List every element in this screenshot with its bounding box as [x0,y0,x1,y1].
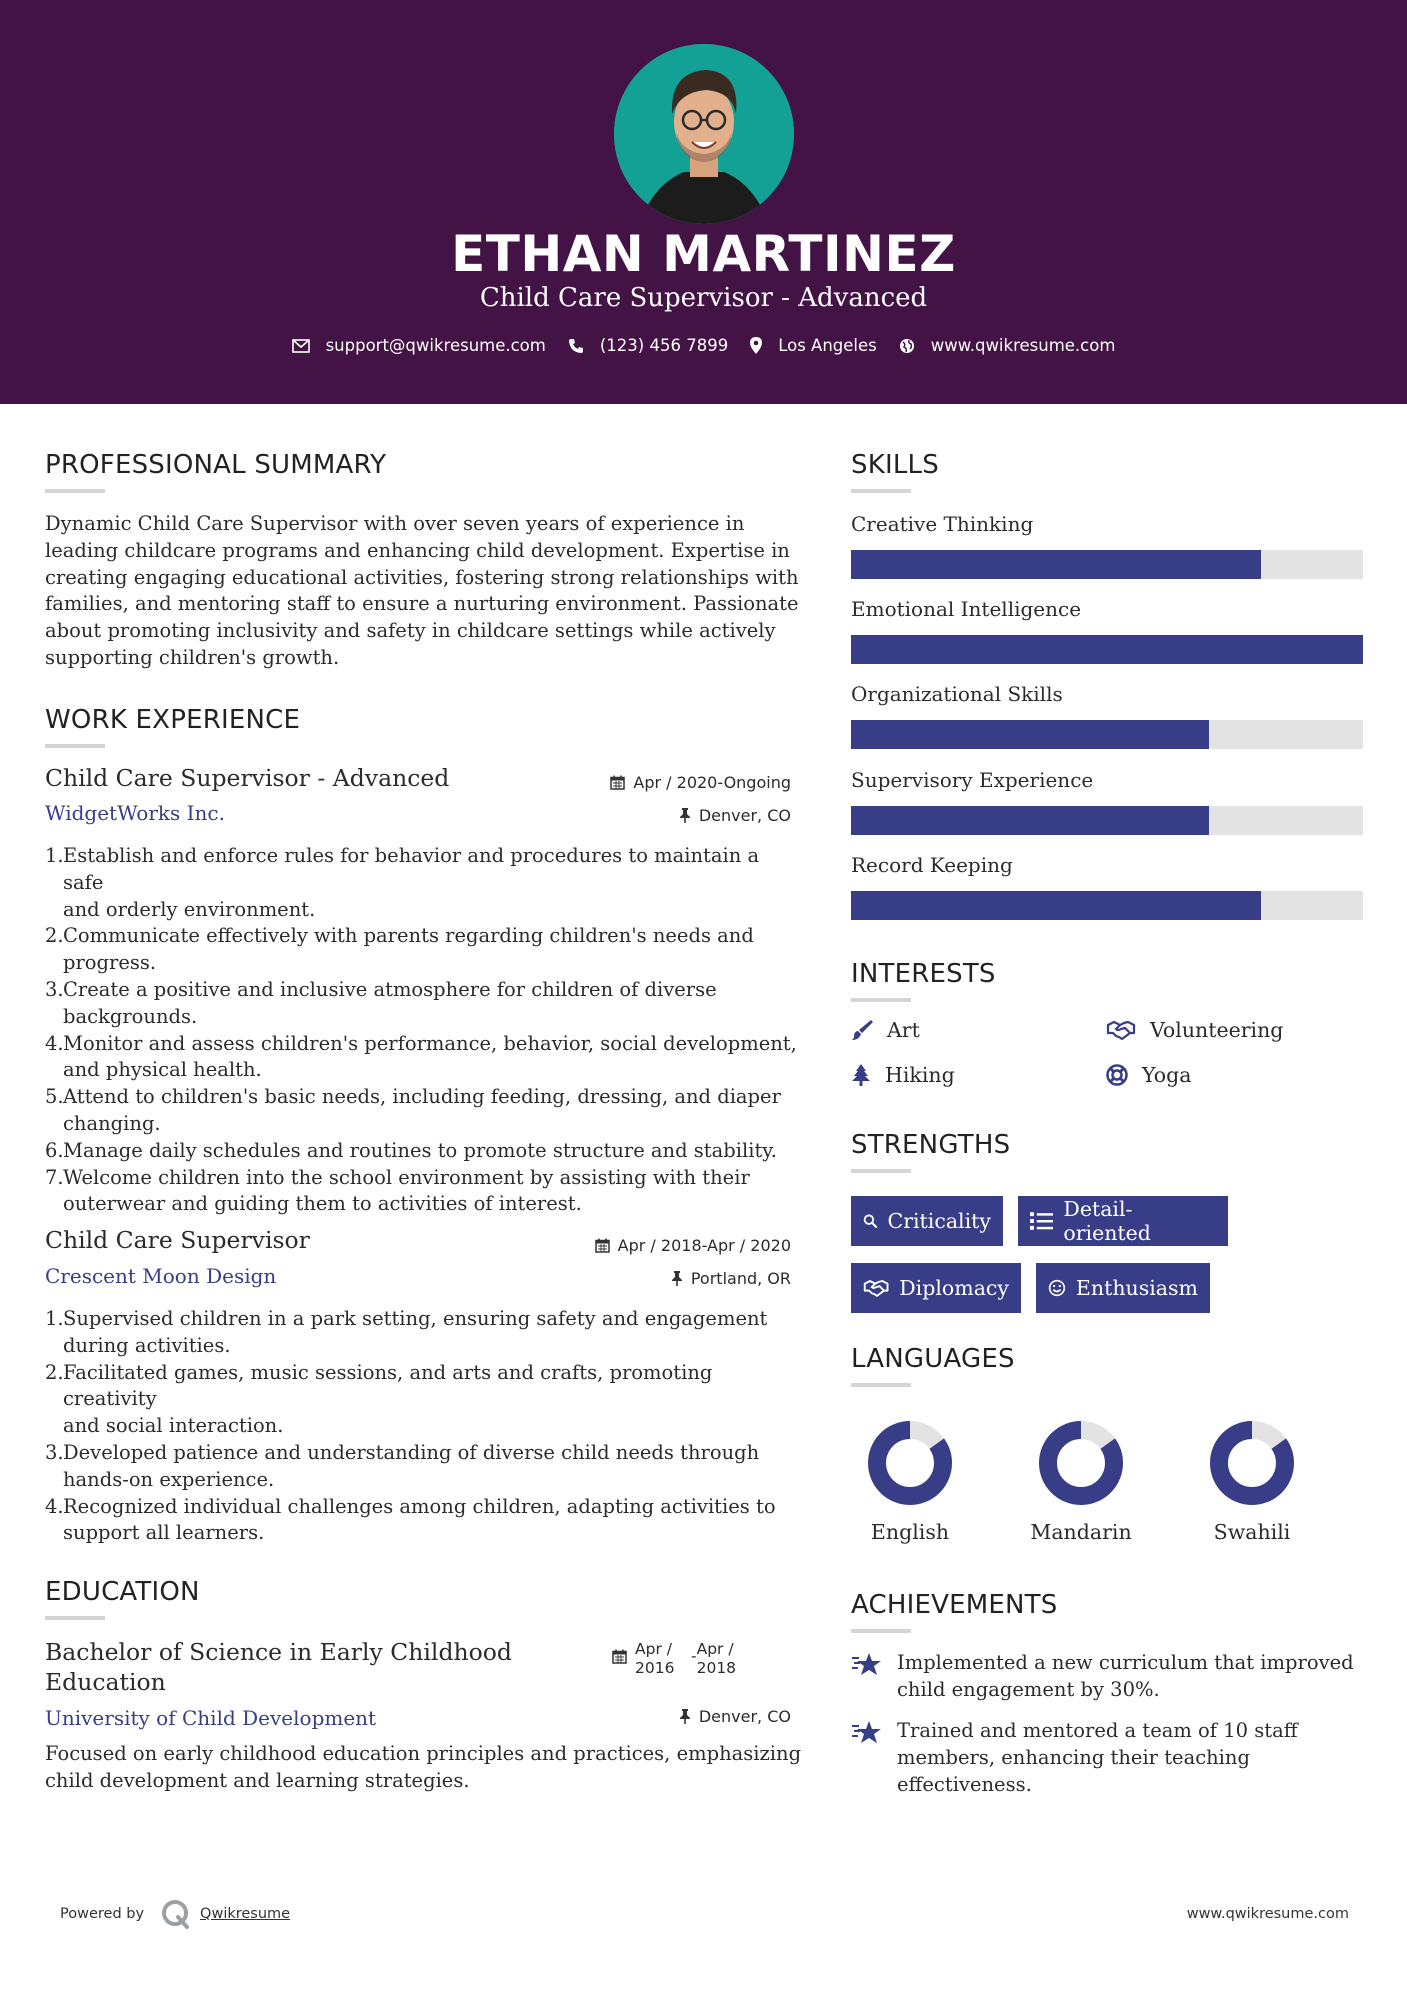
envelope-icon [292,339,310,353]
map-pin-icon [750,337,762,354]
qwikresume-link[interactable]: Qwikresume [200,1906,291,1922]
list-item [45,1084,805,1138]
strength-badge [1036,1263,1210,1313]
job-location-text: Denver, CO [698,806,791,825]
end-year: 2018 [696,1659,737,1677]
skills-underline [851,489,911,493]
summary-text [45,511,805,672]
pushpin-icon [679,1709,691,1724]
start-year: 2016 [635,1659,675,1677]
skill-label: Record Keeping [851,853,1013,877]
education-location [540,1707,791,1726]
school-name: University of Child Development [45,1706,377,1730]
skills-heading: SKILLS [851,450,939,480]
interests-heading: INTERESTS [851,959,996,989]
achievement-item [851,1650,1371,1704]
list-number: 7. [45,1165,64,1189]
strength-label: Enthusiasm [1075,1276,1198,1300]
calendar-icon [612,1649,627,1664]
paintbrush-icon [851,1019,873,1041]
candidate-role: Child Care Supervisor - Advanced [479,283,928,313]
list-number: 1. [45,844,64,867]
job-duties-list [45,843,805,1218]
end-month: Apr / [696,1640,734,1658]
education-dates [612,1640,736,1678]
achievement-line: effectiveness. [897,1772,1032,1796]
duty-line: Developed patience and understanding of diverse child needs through [63,1440,760,1464]
list-item [45,923,805,977]
list-icon [1030,1211,1053,1231]
duty-line: and physical health. [63,1058,262,1082]
language-name: English [870,1520,950,1544]
duty-line: Supervised children in a park setting, ensuring safety and engagement [63,1307,768,1330]
achievement-line: Trained and mentored a team of 10 staff [897,1719,1298,1742]
skill-bar-fill [851,635,1363,664]
job-title: Child Care Supervisor - Advanced [45,764,450,792]
company-name: WidgetWorks Inc. [45,801,225,825]
job-dates-text: Apr / 2018-Apr / 2020 [617,1236,791,1255]
start-month: Apr / [635,1640,672,1658]
duty-line: and orderly environment. [63,897,316,921]
list-item [45,1165,805,1219]
achievements-heading: ACHIEVEMENTS [851,1590,1058,1620]
language-item [1187,1420,1317,1544]
languages-heading: LANGUAGES [851,1344,1015,1374]
list-item [45,1306,805,1360]
strength-badge [851,1263,1021,1313]
job-location [540,806,791,825]
education-underline [45,1616,105,1620]
skill-bar-fill [851,720,1209,749]
interest-item [1106,1063,1191,1087]
list-item [45,1360,805,1440]
language-name: Mandarin [1030,1520,1132,1544]
achievement-line: members, enhancing their teaching [897,1745,1250,1769]
contact-location-text: Los Angeles [778,336,877,355]
duty-line: Monitor and assess children's performance, behavior, social development, [63,1031,797,1055]
interest-label: Hiking [885,1063,955,1087]
job-dates-text: Apr / 2020-Ongoing [633,773,791,792]
list-number: 1. [45,1307,64,1330]
languages-underline [851,1383,911,1387]
education-desc-line: Focused on early childhood education principles and practices, emphasizing [45,1742,802,1765]
star-icon [851,1652,883,1676]
duty-line: Communicate effectively with parents regarding children's needs and [63,924,754,948]
strength-label: Diplomacy [899,1276,1009,1300]
duty-line: during activities. [63,1333,231,1357]
job-location [540,1269,791,1288]
summary-line: supporting children's growth. [45,645,340,669]
contact-email-text: support@qwikresume.com [325,336,546,355]
tree-icon [851,1064,871,1086]
skill-bar-fill [851,806,1209,835]
contact-location [750,336,877,355]
language-item [845,1420,975,1544]
list-number: 5. [45,1085,64,1109]
language-donut-chart [1038,1420,1124,1506]
calendar-icon [595,1238,610,1253]
strength-label: Criticality [887,1209,991,1233]
strengths-underline [851,1169,911,1173]
duty-line: Manage daily schedules and routines to promote structure and stability. [63,1138,777,1162]
strength-badge [851,1196,1003,1246]
experience-heading: WORK EXPERIENCE [45,705,301,735]
skill-bar-track [851,720,1363,749]
interest-item [851,1063,955,1087]
strengths-heading: STRENGTHS [851,1130,1011,1160]
strength-label: Detail-oriented [1063,1197,1151,1245]
summary-heading: PROFESSIONAL SUMMARY [45,450,387,480]
summary-underline [45,489,105,493]
person-avatar-icon [614,44,794,224]
job-dates [540,1236,791,1255]
experience-underline [45,744,105,748]
pushpin-icon [679,808,691,823]
list-number: 2. [45,1360,64,1384]
degree-title [45,1637,512,1697]
duty-line: Establish and enforce rules for behavior and procedures to maintain a safe [63,844,760,894]
duty-line: support all learners. [63,1521,265,1545]
education-location-text: Denver, CO [698,1707,791,1726]
skill-bar-track [851,635,1363,664]
duty-line: progress. [63,951,157,975]
footer-powered-by [60,1897,290,1931]
duty-line: Welcome children into the school environment by assisting with their [63,1165,750,1189]
summary-line: families, and mentoring staff to ensure a nurturing environment. Passionate [45,592,799,616]
duty-line: changing. [63,1111,161,1135]
contact-phone-text: (123) 456 7899 [599,336,729,355]
footer-website-link[interactable]: www.qwikresume.com [1186,1906,1349,1922]
list-item [45,1031,805,1085]
summary-line: creating engaging educational activities, fostering strong relationships with [45,565,799,589]
interest-label: Volunteering [1150,1018,1284,1042]
skill-bar-track [851,891,1363,920]
calendar-icon [610,775,625,790]
company-name: Crescent Moon Design [45,1264,277,1288]
interest-label: Art [887,1018,920,1042]
contact-phone[interactable] [568,336,728,355]
pushpin-icon [671,1271,683,1286]
achievement-line: Implemented a new curriculum that improved [897,1651,1354,1674]
list-item [45,1440,805,1494]
candidate-name: ETHAN MARTINEZ [451,225,956,283]
summary-line: leading childcare programs and enhancing child development. Expertise in [45,538,790,562]
summary-line: about promoting inclusivity and safety in childcare settings while actively [45,619,776,643]
contact-website-text: www.qwikresume.com [930,336,1116,355]
list-number: 3. [45,977,64,1001]
search-icon [863,1210,878,1232]
skill-label: Emotional Intelligence [851,597,1082,621]
skill-label: Organizational Skills [851,682,1063,706]
qwikresume-logo-icon [158,1897,192,1931]
duty-line: Recognized individual challenges among children, adapting activities to [63,1494,776,1518]
list-item [45,1494,805,1548]
summary-line: Dynamic Child Care Supervisor with over seven years of experience in [45,512,745,535]
duty-line: Create a positive and inclusive atmosphere for children of diverse [63,977,717,1001]
job-title: Child Care Supervisor [45,1226,310,1254]
skill-bar-track [851,806,1363,835]
duty-line: backgrounds. [63,1004,198,1028]
achievement-line: child engagement by 30%. [897,1677,1160,1701]
contact-email[interactable] [292,336,546,355]
list-item [45,977,805,1031]
date-dash: - [691,1647,697,1665]
duty-line: and social interaction. [63,1414,284,1438]
language-name: Swahili [1213,1520,1291,1544]
interest-item [1106,1018,1283,1042]
list-number: 2. [45,924,64,948]
list-item [45,1138,805,1165]
interest-label: Yoga [1142,1063,1192,1087]
education-desc-line: child development and learning strategies. [45,1768,470,1792]
profile-photo [614,44,794,224]
contact-bar [0,336,1407,355]
education-description [45,1741,805,1795]
duty-line: Facilitated games, music sessions, and arts and crafts, promoting creativity [63,1360,713,1411]
job-location-text: Portland, OR [690,1269,791,1288]
language-donut-chart [1209,1420,1295,1506]
skill-label: Creative Thinking [851,512,1034,536]
job-duties-list [45,1306,805,1547]
list-number: 4. [45,1031,64,1055]
smile-icon [1048,1277,1066,1299]
job-dates [540,773,791,792]
duty-line: Attend to children's basic needs, including feeding, dressing, and diaper [63,1085,781,1109]
list-number: 3. [45,1440,64,1464]
phone-icon [568,338,584,354]
resume-header [0,0,1407,404]
duty-line: hands-on experience. [63,1467,275,1491]
powered-by-label: Powered by [60,1906,145,1922]
list-number: 4. [45,1494,64,1518]
duty-line: outerwear and guiding them to activities of interest. [63,1192,582,1216]
degree-line: Bachelor of Science in Early Childhood [45,1638,512,1666]
language-item [1016,1420,1146,1544]
lifering-icon [1106,1064,1128,1086]
skill-bar-fill [851,550,1261,579]
education-heading: EDUCATION [45,1577,200,1607]
contact-website[interactable] [899,336,1116,355]
handshake-icon [1106,1019,1136,1041]
strength-badge [1018,1196,1228,1246]
skill-bar-track [851,550,1363,579]
interests-underline [851,998,911,1002]
skill-label: Supervisory Experience [851,768,1094,792]
star-icon [851,1720,883,1744]
language-donut-chart [867,1420,953,1506]
degree-line: Education [45,1668,166,1696]
achievement-item [851,1718,1371,1798]
achievements-underline [851,1629,911,1633]
handshake-icon [863,1277,889,1299]
list-item [45,843,805,923]
skill-bar-fill [851,891,1261,920]
interest-item [851,1018,920,1042]
list-number: 6. [45,1138,64,1162]
globe-icon [899,338,915,354]
